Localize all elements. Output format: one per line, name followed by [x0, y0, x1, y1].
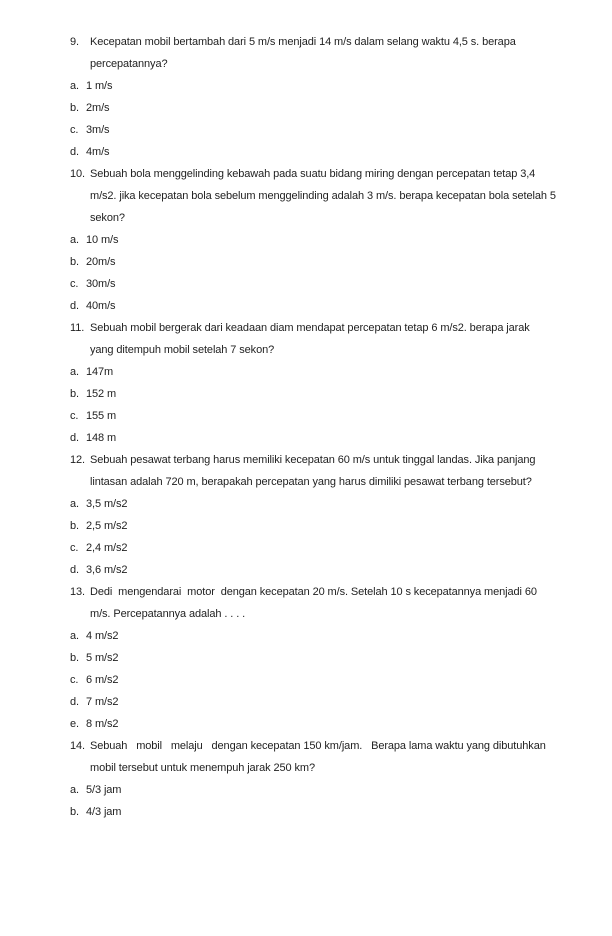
question-block-13	[70, 581, 560, 735]
option-row	[70, 559, 560, 581]
option-letter: d.	[70, 300, 79, 312]
option-letter: c.	[70, 124, 79, 136]
question-line: percepatannya?	[90, 58, 168, 70]
question-number: 11.	[70, 322, 85, 334]
question-line: Dedi mengendarai motor dengan kecepatan 20 m/s. Setelah 10 s kecepatannya menjadi 60	[90, 586, 537, 598]
question-text	[90, 317, 560, 361]
option-letter: b.	[70, 388, 79, 400]
questions-list	[70, 31, 560, 823]
question-line: Sebuah bola menggelinding kebawah pada suatu bidang miring dengan percepatan tetap 3,4	[90, 168, 536, 180]
option-letter: c.	[70, 410, 79, 422]
option-row	[70, 273, 560, 295]
question-line: Kecepatan mobil bertambah dari 5 m/s menjadi 14 m/s dalam selang waktu 4,5 s. berapa	[90, 36, 516, 48]
option-letter: a.	[70, 234, 79, 246]
option-row	[70, 229, 560, 251]
option-text: 2m/s	[86, 102, 110, 114]
question-text	[90, 163, 560, 229]
question-number: 9.	[70, 36, 79, 48]
question-line: sekon?	[90, 212, 125, 224]
question-text	[90, 31, 560, 75]
option-text: 1 m/s	[86, 80, 113, 92]
option-letter: a.	[70, 630, 79, 642]
question-head	[70, 163, 560, 229]
option-row	[70, 669, 560, 691]
option-letter: a.	[70, 498, 79, 510]
option-letter: e.	[70, 718, 79, 730]
option-letter: b.	[70, 652, 79, 664]
option-text: 3m/s	[86, 124, 110, 136]
option-text: 4/3 jam	[86, 806, 122, 818]
option-row	[70, 801, 560, 823]
option-text: 40m/s	[86, 300, 116, 312]
option-letter: a.	[70, 80, 79, 92]
question-text	[90, 581, 560, 625]
option-text: 5/3 jam	[86, 784, 122, 796]
option-row	[70, 97, 560, 119]
option-row	[70, 537, 560, 559]
question-head	[70, 581, 560, 625]
option-row	[70, 691, 560, 713]
question-text	[90, 735, 560, 779]
option-text: 20m/s	[86, 256, 116, 268]
question-block-10	[70, 163, 560, 317]
question-line: mobil tersebut untuk menempuh jarak 250 km?	[90, 762, 315, 774]
question-text	[90, 449, 560, 493]
option-row	[70, 405, 560, 427]
option-row	[70, 141, 560, 163]
option-text: 30m/s	[86, 278, 116, 290]
option-text: 4 m/s2	[86, 630, 119, 642]
option-letter: b.	[70, 102, 79, 114]
option-letter: d.	[70, 146, 79, 158]
question-block-14	[70, 735, 560, 823]
option-row	[70, 361, 560, 383]
option-row	[70, 75, 560, 97]
option-row	[70, 713, 560, 735]
option-letter: b.	[70, 256, 79, 268]
option-text: 5 m/s2	[86, 652, 119, 664]
question-head	[70, 735, 560, 779]
option-text: 155 m	[86, 410, 117, 422]
option-text: 2,5 m/s2	[86, 520, 128, 532]
question-line: Sebuah mobil bergerak dari keadaan diam mendapat percepatan tetap 6 m/s2. berapa jarak	[90, 322, 530, 334]
option-row	[70, 647, 560, 669]
question-line: m/s. Percepatannya adalah . . . .	[90, 608, 246, 620]
question-head	[70, 449, 560, 493]
option-letter: d.	[70, 432, 79, 444]
question-line: lintasan adalah 720 m, berapakah percepatan yang harus dimiliki pesawat terbang tersebut?	[90, 476, 532, 488]
question-line: yang ditempuh mobil setelah 7 sekon?	[90, 344, 275, 356]
question-number: 14.	[70, 740, 85, 752]
option-text: 7 m/s2	[86, 696, 119, 708]
question-number: 13.	[70, 586, 85, 598]
option-text: 2,4 m/s2	[86, 542, 128, 554]
option-row	[70, 493, 560, 515]
option-row	[70, 427, 560, 449]
option-row	[70, 625, 560, 647]
question-head	[70, 317, 560, 361]
option-letter: b.	[70, 520, 79, 532]
option-letter: d.	[70, 564, 79, 576]
option-letter: c.	[70, 674, 79, 686]
option-row	[70, 779, 560, 801]
option-text: 152 m	[86, 388, 117, 400]
option-text: 148 m	[86, 432, 117, 444]
question-line: m/s2. jika kecepatan bola sebelum menggelinding adalah 3 m/s. berapa kecepatan bola setelah 5	[90, 190, 556, 202]
option-row	[70, 119, 560, 141]
option-letter: a.	[70, 366, 79, 378]
option-letter: c.	[70, 542, 79, 554]
question-line: Sebuah pesawat terbang harus memiliki kecepatan 60 m/s untuk tinggal landas. Jika panjang	[90, 454, 536, 466]
question-number: 10.	[70, 168, 85, 180]
option-text: 6 m/s2	[86, 674, 119, 686]
option-row	[70, 383, 560, 405]
option-row	[70, 515, 560, 537]
question-head	[70, 31, 560, 75]
question-block-11	[70, 317, 560, 449]
option-text: 8 m/s2	[86, 718, 119, 730]
question-line: Sebuah mobil melaju dengan kecepatan 150 km/jam. Berapa lama waktu yang dibutuhkan	[90, 740, 546, 752]
option-text: 10 m/s	[86, 234, 119, 246]
option-row	[70, 295, 560, 317]
question-number: 12.	[70, 454, 85, 466]
option-letter: d.	[70, 696, 79, 708]
option-letter: c.	[70, 278, 79, 290]
option-letter: b.	[70, 806, 79, 818]
question-block-9	[70, 31, 560, 163]
question-block-12	[70, 449, 560, 581]
option-text: 4m/s	[86, 146, 110, 158]
option-text: 3,6 m/s2	[86, 564, 128, 576]
option-row	[70, 251, 560, 273]
option-letter: a.	[70, 784, 79, 796]
option-text: 3,5 m/s2	[86, 498, 128, 510]
option-text: 147m	[86, 366, 114, 378]
